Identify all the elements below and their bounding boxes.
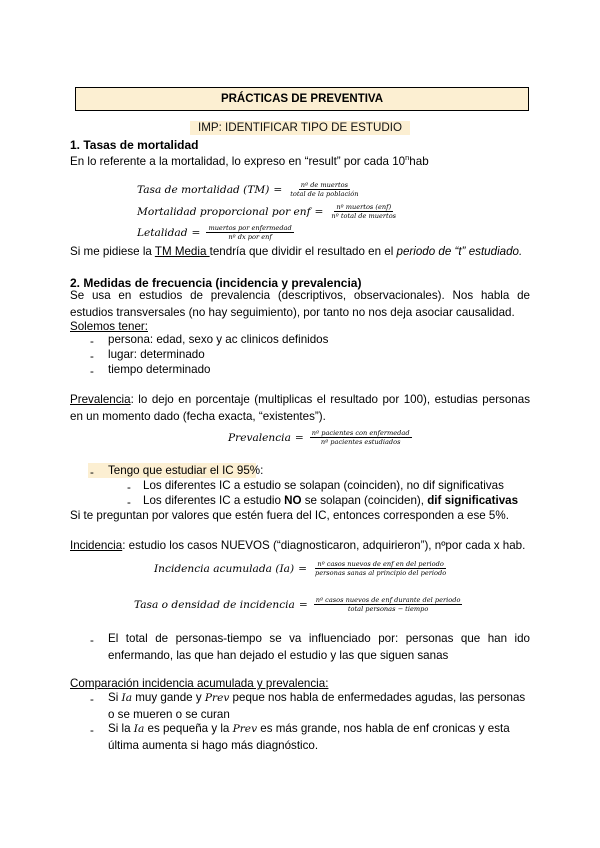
- list-dash: -: [90, 693, 94, 706]
- ic-sub-item: Los diferentes IC a estudio NO se solapan (coinciden), dif significativas: [143, 494, 519, 507]
- formula-incidencia-acumulada: Incidencia acumulada (Ia) = $\frac{\text{nº casos nuevos de enf en del periodo}}{\text{personas sanas al principio del periodo}}$: [154, 560, 447, 577]
- list-dash: -: [127, 481, 131, 494]
- formula-letalidad: Letalidad = $\frac{\text{muertos por enfermedad}}{\text{nº dx por enf}}$: [137, 224, 292, 241]
- mortality-intro: En lo referente a la mortalidad, lo expreso en “result” por cada 10$^n$hab: [70, 153, 429, 168]
- formula-prevalencia: Prevalencia = $\frac{\text{nº pacientes con enfermedad}}{\text{nº pacientes estudiados}}$: [228, 429, 410, 446]
- comparacion-item: Si la Ia es pequeña y la Prev es más grande, nos habla de enf cronicas y esta última aumenta si hago más diagnóstico.: [108, 722, 510, 752]
- tm-media-note: Si me pidiese la TM Media tendría que dividir el resultado en el periodo de “t” estudiado.: [70, 245, 523, 258]
- list-dash: -: [90, 634, 94, 647]
- formula-mortalidad-proporcional: Mortalidad proporcional por enf = $\frac{\text{nº muertos (enf)}}{\text{nº total de muertos}}$: [137, 203, 397, 220]
- list-dash: -: [90, 365, 94, 378]
- ic-note: Si te preguntan por valores que estén fuera del IC, entonces corresponden a ese 5%.: [70, 509, 509, 522]
- frequency-intro: Se usa en estudios de prevalencia (descriptivos, observacionales). Nos habla de estudios transversales (no hay seguimiento), por tanto no nos deja asociar causalidad.: [70, 289, 530, 319]
- prevalencia-paragraph: Prevalencia: lo dejo en porcentaje (multiplicas el resultado por 100), estudias personas en un momento dado (fecha exacta, “existentes”).: [70, 393, 530, 423]
- incidencia-paragraph: Incidencia: estudio los casos NUEVOS (“diagnosticaron, adquirieron”), nºpor cada x hab.: [70, 539, 526, 552]
- imp-banner: IMP: IDENTIFICAR TIPO DE ESTUDIO: [190, 121, 410, 135]
- list-item: lugar: determinado: [108, 348, 205, 361]
- section-2-heading: 2. Medidas de frecuencia (incidencia y prevalencia): [70, 276, 362, 290]
- list-dash: -: [90, 335, 94, 348]
- ic-item: Tengo que estudiar el IC 95%:: [108, 464, 264, 477]
- formula-densidad-incidencia: Tasa o densidad de incidencia = $\frac{\text{nº casos nuevos de enf durante del periodo}}{\text{total personas − tiempo}}$: [134, 596, 461, 613]
- list-dash: -: [90, 724, 94, 737]
- comparacion-item: Si Ia muy gande y Prev peque nos habla de enfermedades agudas, las personas o se mueren o se curan: [108, 691, 526, 721]
- list-item: persona: edad, sexo y ac clinicos definidos: [108, 333, 329, 346]
- list-dash: -: [90, 350, 94, 363]
- list-dash: -: [127, 496, 131, 509]
- solemos-label: Solemos tener:: [70, 320, 148, 333]
- section-1-heading: 1. Tasas de mortalidad: [70, 138, 199, 152]
- comparacion-heading: Comparación incidencia acumulada y prevalencia:: [70, 677, 329, 690]
- ic-sub-item: Los diferentes IC a estudio se solapan (coinciden), no dif significativas: [143, 479, 504, 492]
- formula-tasa-mortalidad: Tasa de mortalidad (TM) = $\frac{\text{nº de muertos}}{\text{total de la población}}$: [137, 181, 359, 198]
- list-item: tiempo determinado: [108, 363, 211, 376]
- page-title: PRÁCTICAS DE PREVENTIVA: [75, 87, 529, 111]
- personas-tiempo-item: El total de personas-tiempo se va influenciado por: personas que han ido enfermando, las que han dejado el estudio y las que siguen sanas: [108, 632, 530, 662]
- list-dash: -: [90, 466, 94, 479]
